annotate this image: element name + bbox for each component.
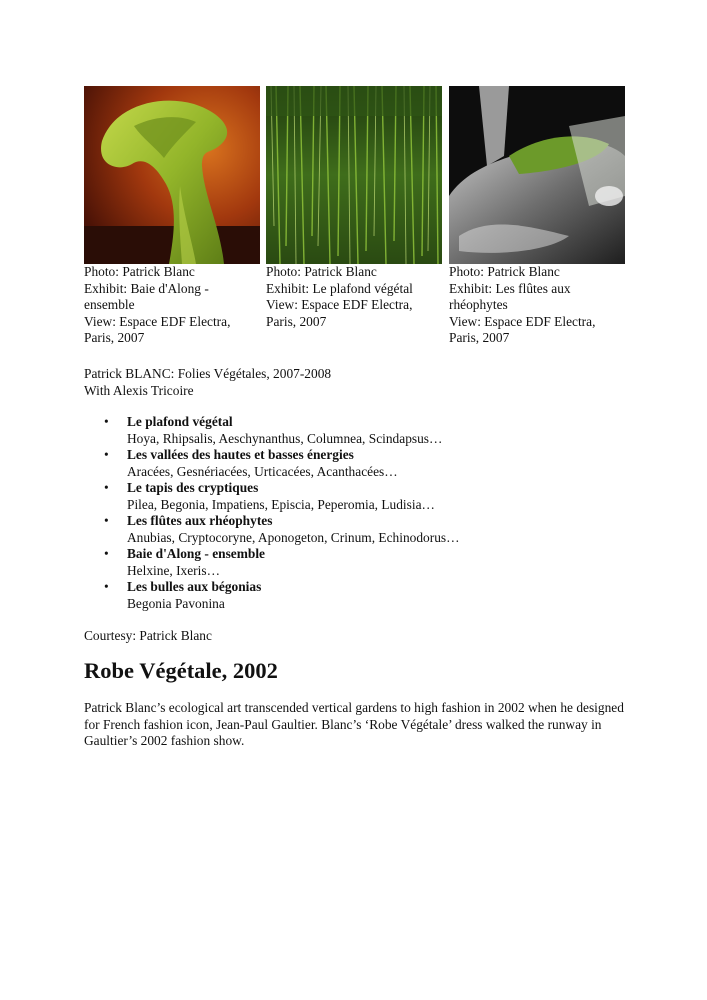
rheophyte-flutes-photo <box>449 86 625 264</box>
item-species: Pilea, Begonia, Impatiens, Episcia, Peperomia, Ludisia… <box>127 496 435 512</box>
list-item <box>84 480 644 513</box>
bullet-icon: • <box>104 447 109 462</box>
list-item <box>84 546 644 579</box>
installation-list <box>84 414 644 612</box>
bullet-icon: • <box>104 546 109 561</box>
item-title: Les bulles aux bégonias <box>127 579 262 594</box>
bullet-icon: • <box>104 513 109 528</box>
caption-view: View: Espace EDF Electra, Paris, 2007 <box>449 313 596 345</box>
photo-row <box>84 86 629 266</box>
item-species: Hoya, Rhipsalis, Aeschynanthus, Columnea, Scindapsus… <box>127 430 443 446</box>
photo-caption <box>449 264 619 347</box>
item-species: Helxine, Ixeris… <box>127 562 220 578</box>
caption-exhibit: Exhibit: Le plafond végétal <box>266 280 413 296</box>
plant-ceiling-photo <box>266 86 442 264</box>
exhibition-title: Patrick BLANC: Folies Végétales, 2007-2008 <box>84 366 332 381</box>
item-title: Baie d'Along - ensemble <box>127 546 265 561</box>
list-item <box>84 513 644 546</box>
item-title: Les vallées des hautes et basses énergies <box>127 447 354 462</box>
courtesy-line: Courtesy: Patrick Blanc <box>84 628 212 643</box>
collaborator-line: With Alexis Tricoire <box>84 382 194 398</box>
section-heading: Robe Végétale, 2002 <box>84 658 278 683</box>
bullet-icon: • <box>104 414 109 429</box>
moss-sculpture-photo <box>84 86 260 264</box>
item-species: Anubias, Cryptocoryne, Aponogeton, Crinum, Echinodorus… <box>127 529 460 545</box>
list-item <box>84 447 644 480</box>
caption-view: View: Espace EDF Electra, Paris, 2007 <box>84 313 231 345</box>
caption-credit: Photo: Patrick Blanc <box>84 264 195 279</box>
section-paragraph: Patrick Blanc’s ecological art transcended vertical gardens to high fashion in 2002 when he designed for French fashion icon, Jean-Paul Gaultier. Blanc’s ‘Robe Végétale’ dress walked the runway in Gaultier’s 2002 fashion show. <box>84 700 624 749</box>
item-title: Le plafond végétal <box>127 414 233 429</box>
photo-caption <box>266 264 444 330</box>
caption-credit: Photo: Patrick Blanc <box>449 264 560 279</box>
item-title: Les flûtes aux rhéophytes <box>127 513 273 528</box>
photo-caption <box>84 264 254 347</box>
list-item <box>84 414 644 447</box>
caption-credit: Photo: Patrick Blanc <box>266 264 377 279</box>
list-item <box>84 579 644 612</box>
item-species: Begonia Pavonina <box>127 595 225 611</box>
item-title: Le tapis des cryptiques <box>127 480 259 495</box>
item-species: Aracées, Gesnériacées, Urticacées, Acanthacées… <box>127 463 398 479</box>
bullet-icon: • <box>104 579 109 594</box>
caption-view: View: Espace EDF Electra, Paris, 2007 <box>266 297 413 329</box>
exhibition-intro <box>84 366 331 399</box>
caption-exhibit: Exhibit: Les flûtes aux rhéophytes <box>449 280 571 312</box>
bullet-icon: • <box>104 480 109 495</box>
caption-exhibit: Exhibit: Baie d'Along - ensemble <box>84 280 209 312</box>
